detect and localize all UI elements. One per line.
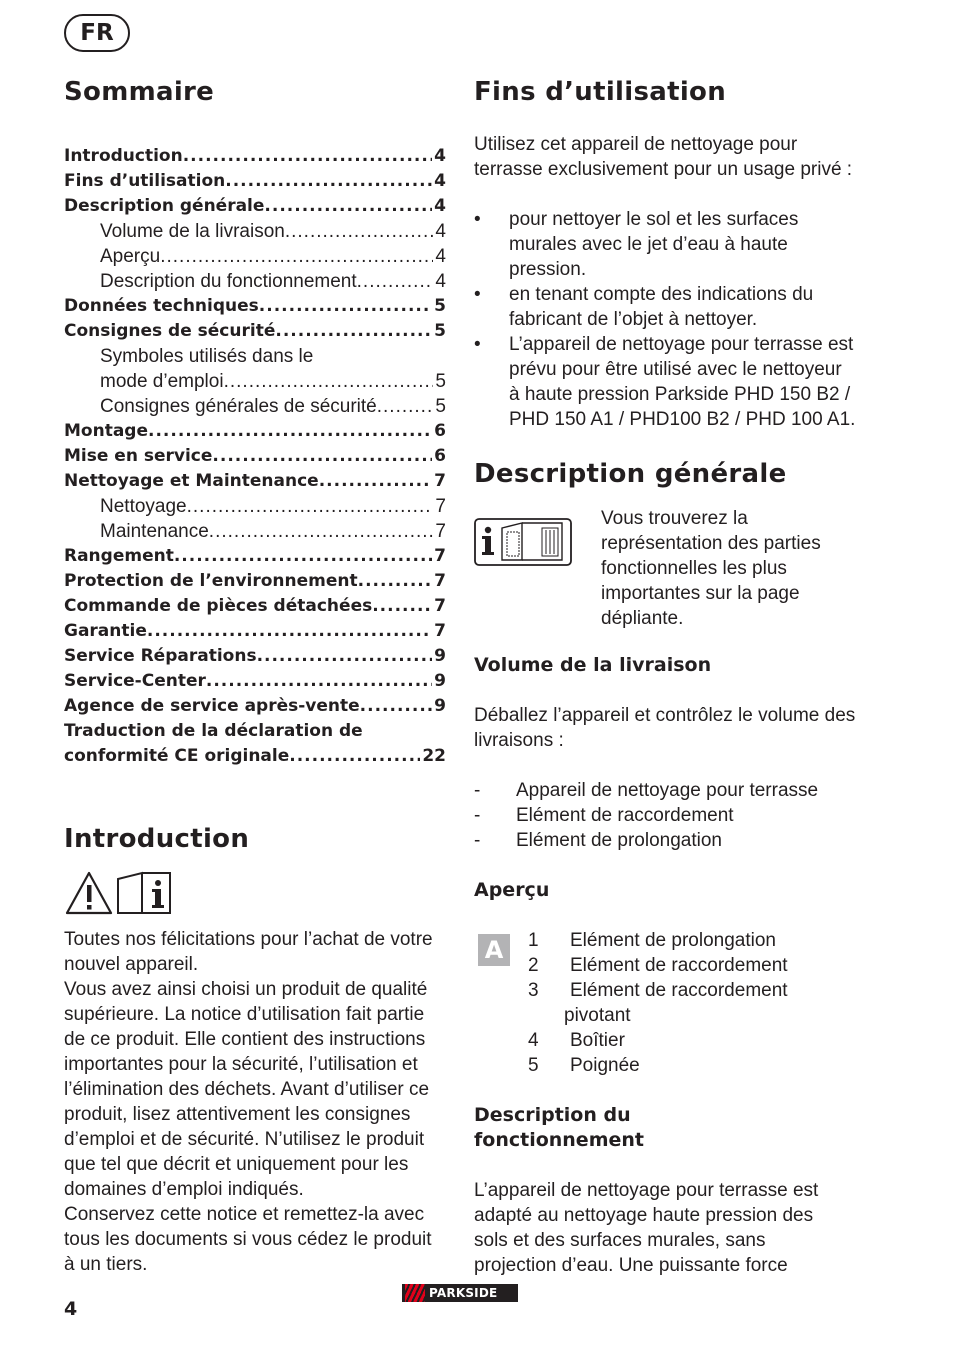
- toc-entry-page: 7: [435, 521, 446, 542]
- toc-entry-label: Consignes générales de sécurité: [100, 396, 377, 417]
- toc-dot-leader: [160, 244, 433, 269]
- toc-entry-page: 5: [435, 396, 446, 417]
- toc-entry-page: 4: [435, 246, 446, 267]
- toc-entry: [64, 394, 446, 419]
- toc-entry-page: 5: [435, 371, 446, 392]
- toc-entry-label: Service-Center: [64, 671, 206, 691]
- toc-entry-label: Nettoyage: [100, 496, 187, 517]
- toc-entry-page: 22: [422, 746, 446, 766]
- warning-manual-icon: [64, 869, 446, 919]
- toc-dot-leader: [209, 519, 434, 544]
- toc-entry: [64, 744, 446, 769]
- toc-entry-label: Volume de la livraison: [100, 221, 285, 242]
- fonctionnement-body: L’appareil de nettoyage pour terrasse est adapté au nettoyage haute pression des sols et des surfaces murales, sans projection d’eau. Une puissante force: [474, 1180, 819, 1276]
- apercu-block: [474, 928, 858, 1078]
- toc-dot-leader: [174, 544, 432, 569]
- toc-dot-leader: [358, 569, 433, 594]
- toc-entry-label: Traduction de la déclaration de: [64, 721, 363, 741]
- toc-entry: [64, 369, 446, 394]
- toc-entry-label: Description générale: [64, 196, 265, 216]
- toc-entry: [64, 419, 446, 444]
- brand-stripes-icon: [405, 1284, 425, 1302]
- fins-intro: Utilisez cet appareil de nettoyage pour terrasse exclusivement pour un usage privé :: [474, 134, 853, 180]
- toc-entry: [64, 669, 446, 694]
- toc-entry: [64, 144, 446, 169]
- volume-heading: Volume de la livraison: [474, 654, 712, 676]
- foldout-note: [474, 506, 858, 631]
- toc-entry-label: mode d’emploi: [100, 371, 224, 392]
- toc-entry-label: Introduction: [64, 146, 183, 166]
- toc-entry: [64, 594, 446, 619]
- toc-dot-leader: [183, 144, 432, 169]
- toc-dot-leader: [264, 194, 432, 219]
- toc-entry-page: 4: [435, 221, 446, 242]
- fonctionnement-heading: Description du fonctionnement: [474, 1104, 644, 1151]
- toc-entry-label: Commande de pièces détachées: [64, 596, 373, 616]
- foldout-note-text: Vous trouverez la représentation des parties fonctionnelles les plus importantes sur la page dépliante.: [601, 508, 821, 629]
- figure-label-badge: A: [478, 934, 510, 966]
- toc-entry: [64, 494, 446, 519]
- list-item: • pour nettoyer le sol et les surfaces murales avec le jet d’eau à haute pression.: [474, 209, 799, 280]
- toc-dot-leader: [206, 669, 432, 694]
- toc-entry-page: 4: [434, 196, 446, 216]
- toc-dot-leader: [212, 444, 432, 469]
- toc-entry-page: 6: [434, 446, 446, 466]
- toc-entry-label: Nettoyage et Maintenance: [64, 471, 319, 491]
- toc-entry-label: Rangement: [64, 546, 174, 566]
- toc-dot-leader: [319, 469, 432, 494]
- toc-entry-page: 4: [435, 271, 446, 292]
- list-item: - Elément de prolongation: [474, 830, 722, 851]
- toc-entry-label: Mise en service: [64, 446, 213, 466]
- toc-entry: [64, 444, 446, 469]
- toc-entry-label: Symboles utilisés dans le: [100, 346, 314, 367]
- toc-dot-leader: [372, 594, 432, 619]
- toc-entry-page: 5: [434, 321, 446, 341]
- delivery-list: [474, 778, 858, 853]
- toc-entry: [64, 569, 446, 594]
- toc-dot-leader: [225, 169, 432, 194]
- toc-entry-page: 7: [434, 596, 446, 616]
- toc-entry-page: 9: [434, 696, 446, 716]
- toc-entry-page: 9: [434, 646, 446, 666]
- list-item: 1 Elément de prolongation: [528, 930, 776, 951]
- toc-dot-leader: [285, 219, 434, 244]
- toc-entry-page: 4: [434, 146, 446, 166]
- toc-entry-label: conformité CE originale: [64, 746, 290, 766]
- table-of-contents: [64, 144, 446, 769]
- brand-name: PARKSIDE: [429, 1286, 498, 1300]
- list-item: 4 Boîtier: [528, 1030, 625, 1051]
- toc-entry-label: Montage: [64, 421, 148, 441]
- toc-entry-label: Agence de service après-vente: [64, 696, 360, 716]
- toc-entry-label: Données techniques: [64, 296, 259, 316]
- toc-dot-leader: [289, 744, 420, 769]
- apercu-heading: Aperçu: [474, 879, 550, 901]
- toc-entry-label: Aperçu: [100, 246, 161, 267]
- toc-entry: [64, 294, 446, 319]
- toc-entry: [64, 644, 446, 669]
- toc-dot-leader: [187, 494, 434, 519]
- toc-entry-page: 7: [435, 496, 446, 517]
- toc-entry: [64, 719, 446, 744]
- sommaire-heading: Sommaire: [64, 77, 215, 107]
- toc-entry-page: 4: [434, 171, 446, 191]
- toc-entry: [64, 619, 446, 644]
- toc-entry-page: 6: [434, 421, 446, 441]
- introduction-body: Toutes nos félicitations pour l’achat de votre nouvel appareil. Vous avez ainsi choisi un produit de qualité supérieure. La notice d’utilisation fait partie de ce produit. Elle contient des instructions importantes pour la sécurité, l’utilisation et l’élimination des déchets. Avant d’utiliser ce produit, lisez attentivement les consignes d’emploi et de sécurité. N’utilisez le produit que tel que décrit et uniquement pour les domaines d’emploi indiqués. Conservez cette notice et remettez-la avec tous les documents si vous cédez le produit à un tiers.: [64, 929, 433, 1275]
- toc-dot-leader: [357, 269, 434, 294]
- toc-dot-leader: [147, 619, 432, 644]
- list-item: 2 Elément de raccordement: [528, 955, 788, 976]
- toc-entry: [64, 244, 446, 269]
- toc-dot-leader: [377, 394, 434, 419]
- toc-dot-leader: [275, 319, 432, 344]
- description-heading: Description générale: [474, 459, 787, 489]
- toc-dot-leader: [360, 694, 432, 719]
- toc-entry: [64, 519, 446, 544]
- parts-list: [474, 928, 858, 1078]
- toc-entry: [64, 169, 446, 194]
- right-column: [474, 72, 858, 1278]
- list-item: • L’appareil de nettoyage pour terrasse est prévu pour être utilisé avec le nettoyeur à haute pression Parkside PHD 150 B2 / PHD 150 A1 / PHD100 B2 / PHD 100 A1.: [474, 334, 856, 430]
- fins-heading: Fins d’utilisation: [474, 77, 727, 107]
- list-item: • en tenant compte des indications du fabricant de l’objet à nettoyer.: [474, 284, 814, 330]
- toc-entry: [64, 219, 446, 244]
- toc-entry-page: 7: [434, 571, 446, 591]
- introduction-heading: Introduction: [64, 824, 250, 854]
- toc-entry-label: Garantie: [64, 621, 147, 641]
- left-column: [64, 72, 446, 1277]
- toc-dot-leader: [259, 294, 432, 319]
- page-number: 4: [64, 1298, 78, 1320]
- fins-bullet-list: [474, 207, 856, 432]
- toc-entry-page: 7: [434, 546, 446, 566]
- toc-entry: [64, 344, 446, 369]
- volume-intro: Déballez l’appareil et contrôlez le volume des livraisons :: [474, 705, 856, 751]
- list-item: - Elément de raccordement: [474, 805, 734, 826]
- list-item: - Appareil de nettoyage pour terrasse: [474, 780, 819, 801]
- toc-entry: [64, 694, 446, 719]
- toc-dot-leader: [224, 369, 434, 394]
- toc-entry: [64, 469, 446, 494]
- info-foldout-icon: [474, 506, 601, 631]
- toc-entry-label: Description du fonctionnement: [100, 271, 357, 292]
- toc-dot-leader: [148, 419, 432, 444]
- toc-entry-page: 7: [434, 621, 446, 641]
- toc-entry: [64, 319, 446, 344]
- toc-entry: [64, 194, 446, 219]
- toc-entry-page: 5: [434, 296, 446, 316]
- toc-entry-label: Service Réparations: [64, 646, 257, 666]
- toc-entry-label: Fins d’utilisation: [64, 171, 226, 191]
- toc-dot-leader: [257, 644, 433, 669]
- toc-entry-page: 7: [434, 471, 446, 491]
- toc-entry-label: Maintenance: [100, 521, 209, 542]
- language-badge: FR: [64, 14, 130, 52]
- list-item: 5 Poignée: [528, 1055, 640, 1076]
- toc-entry: [64, 544, 446, 569]
- parkside-logo: [402, 1284, 518, 1302]
- toc-entry-label: Consignes de sécurité: [64, 321, 276, 341]
- toc-entry-label: Protection de l’environnement: [64, 571, 358, 591]
- list-item: 3 Elément de raccordement pivotant: [528, 980, 788, 1026]
- toc-entry: [64, 269, 446, 294]
- toc-entry-page: 9: [434, 671, 446, 691]
